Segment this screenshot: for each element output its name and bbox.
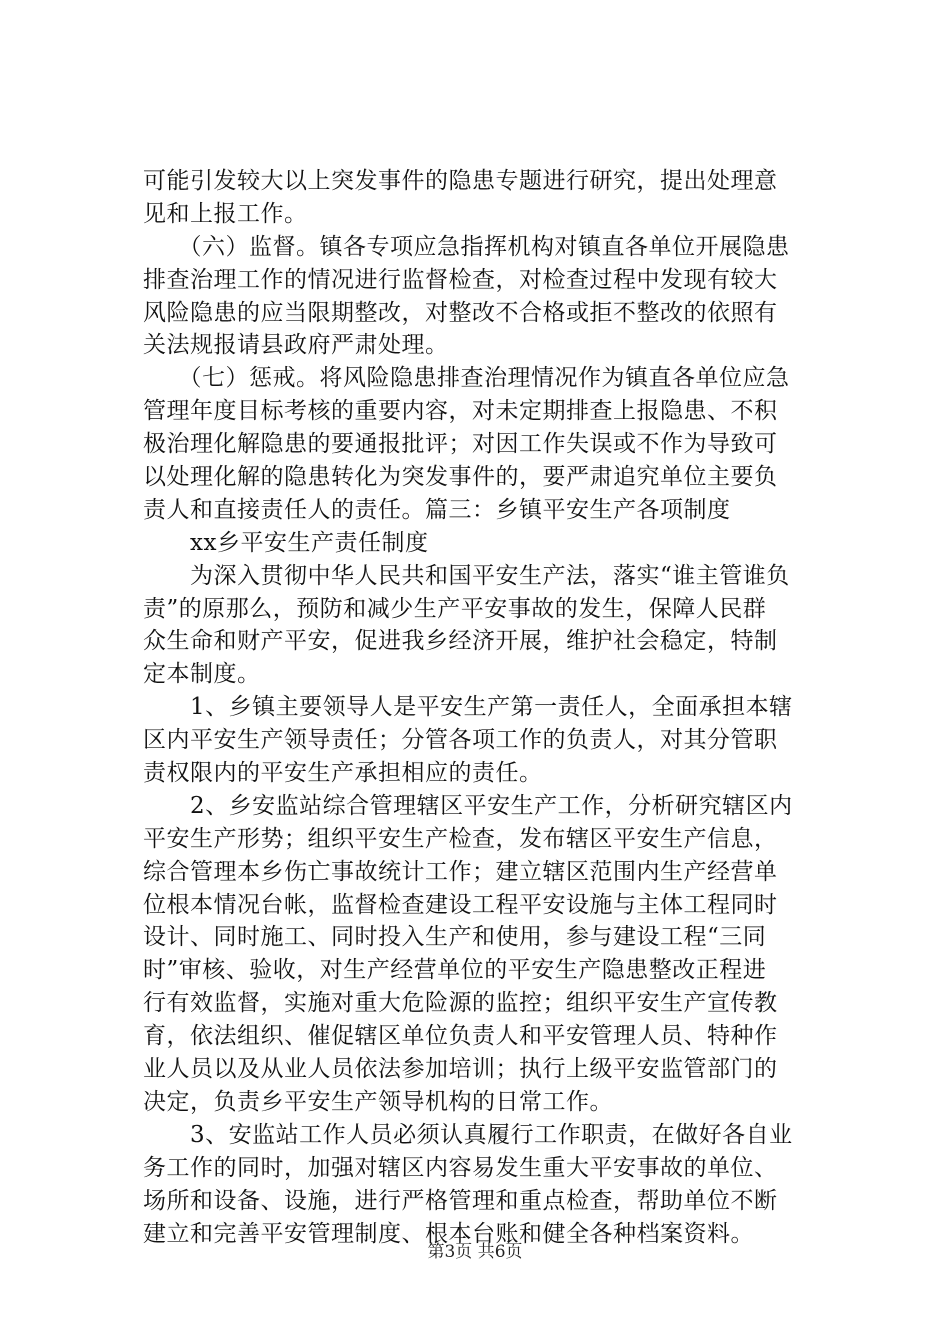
text-line: 责”的原那么，预防和减少生产平安事故的发生，保障人民群: [143, 595, 767, 622]
text-line: 建立和完善平安管理制度、根本台账和健全各种档案资料。: [143, 1220, 754, 1247]
text-line: 管理年度目标考核的重要内容，对未定期排查上报隐患、不积: [143, 398, 778, 425]
text-line: 1、乡镇主要领导人是平安生产第一责任人，全面承担本辖: [143, 694, 793, 721]
text-line: 平安生产形势；组织平安生产检查，发布辖区平安生产信息，: [143, 825, 778, 852]
text-line: xx乡平安生产责任制度: [143, 529, 429, 556]
text-line: 定本制度。: [143, 661, 261, 688]
text-line: 众生命和财产平安，促进我乡经济开展，维护社会稳定，特制: [143, 628, 778, 655]
text-line: 行有效监督，实施对重大危险源的监控；组织平安生产宣传教: [143, 990, 778, 1017]
text-line: 可能引发较大以上突发事件的隐患专题进行研究，提出处理意: [143, 168, 778, 194]
text-line: 为深入贯彻中华人民共和国平安生产法，落实“谁主管谁负: [143, 562, 790, 589]
text-line: 区内平安生产领导责任；分管各项工作的负责人，对其分管职: [143, 727, 778, 754]
text-line: 极治理化解隐患的要通报批评；对因工作失误或不作为导致可: [143, 431, 778, 458]
text-line: （七）惩戒。将风险隐患排查治理情况作为镇直各单位应急: [143, 365, 790, 392]
text-line: 业人员以及从业人员依法参加培训；执行上级平安监管部门的: [143, 1056, 778, 1083]
text-line: 3、安监站工作人员必须认真履行工作职责，在做好各自业: [143, 1121, 793, 1148]
text-line: 决定，负责乡平安生产领导机构的日常工作。: [143, 1088, 613, 1115]
page-number-footer: 第3页 共6页: [427, 1242, 523, 1262]
text-line: 排查治理工作的情况进行监督检查，对检查过程中发现有较大: [143, 266, 778, 293]
text-line: 责人和直接责任人的责任。篇三：乡镇平安生产各项制度: [143, 496, 731, 523]
document-body: [143, 165, 813, 1247]
text-line: 关法规报请县政府严肃处理。: [143, 332, 449, 359]
text-line: 场所和设备、设施，进行严格管理和重点检查，帮助单位不断: [143, 1187, 778, 1214]
text-line: 责权限内的平安生产承担相应的责任。: [143, 760, 543, 787]
text-line: 时”审核、验收，对生产经营单位的平安生产隐患整改正程进: [143, 957, 767, 984]
text-line: 育，依法组织、催促辖区单位负责人和平安管理人员、特种作: [143, 1023, 778, 1050]
text-line: 见和上报工作。: [143, 200, 308, 227]
text-line: 2、乡安监站综合管理辖区平安生产工作，分析研究辖区内: [143, 792, 793, 819]
text-line: 风险隐患的应当限期整改，对整改不合格或拒不整改的依照有: [143, 299, 778, 326]
text-line: 务工作的同时，加强对辖区内容易发生重大平安事故的单位、: [143, 1154, 778, 1181]
text-line: 以处理化解的隐患转化为突发事件的，要严肃追究单位主要负: [143, 464, 778, 491]
text-line: 综合管理本乡伤亡事故统计工作；建立辖区范围内生产经营单: [143, 858, 778, 885]
text-line: （六）监督。镇各专项应急指挥机构对镇直各单位开展隐患: [143, 233, 790, 260]
text-line: 设计、同时施工、同时投入生产和使用，参与建设工程“三同: [143, 924, 767, 951]
text-line: 位根本情况台帐，监督检查建设工程平安设施与主体工程同时: [143, 891, 778, 918]
